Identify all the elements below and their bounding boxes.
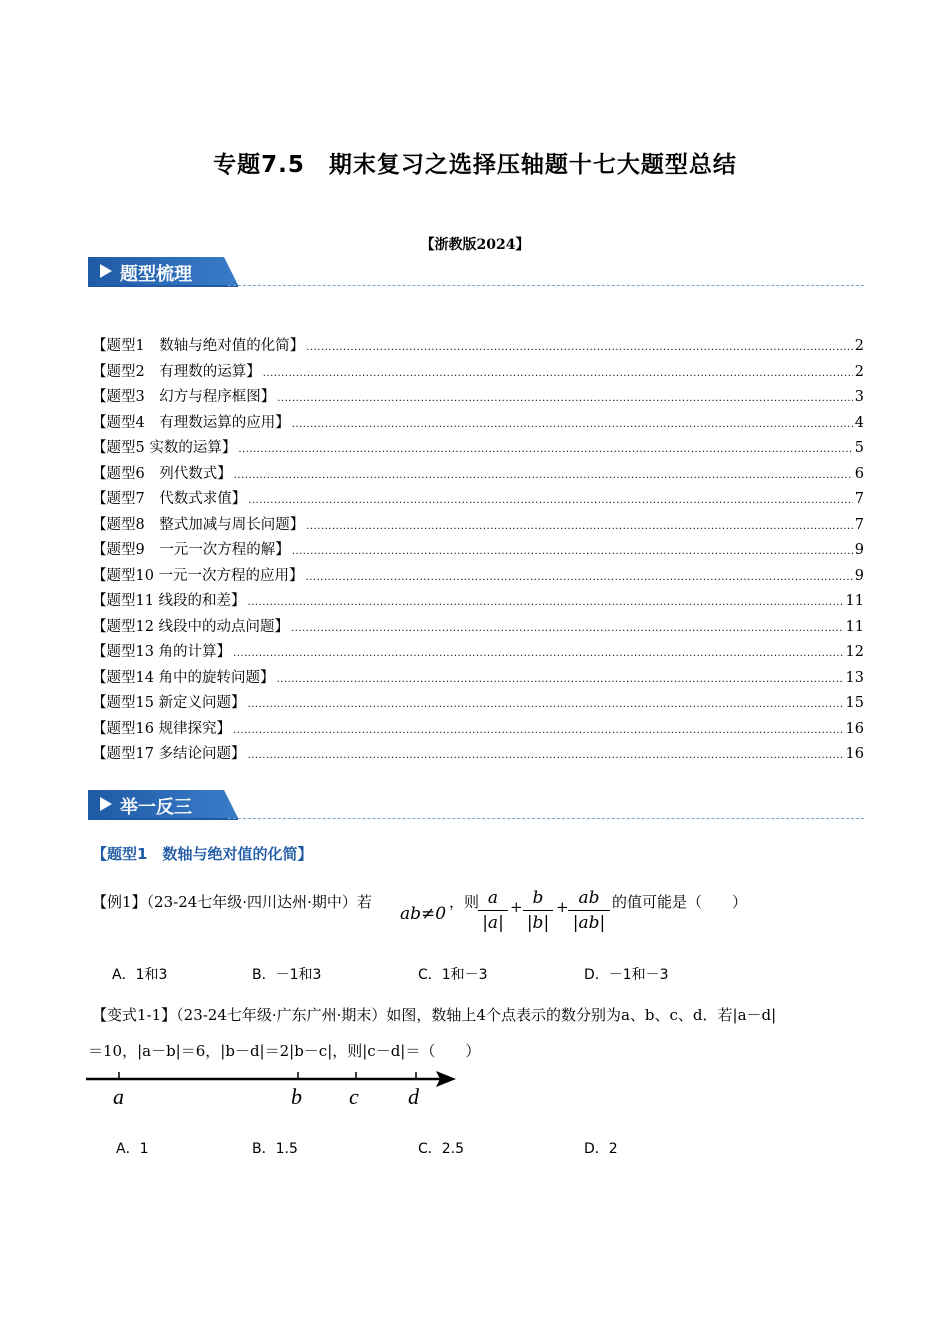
variant1-option-a: A．1: [116, 1141, 149, 1157]
fraction-bar: [478, 910, 508, 911]
toc-leader-dots: [292, 419, 853, 430]
variant1-option-c: C．2.5: [418, 1141, 465, 1157]
toc-entry[interactable]: [92, 334, 864, 360]
fraction-a: [478, 888, 508, 933]
example1-option-d: D．－1和－3: [584, 967, 669, 983]
toc-entry-label[interactable]: 【题型14 角中的旋转问题】: [92, 669, 275, 686]
label-c: c: [349, 1084, 359, 1109]
fraction-numerator: b: [532, 888, 544, 908]
toc-entry[interactable]: [92, 385, 864, 411]
variant1-option-d: D．2: [584, 1141, 618, 1157]
toc-entry-label[interactable]: 【题型4 有理数运算的应用】: [92, 414, 290, 431]
toc-entry-label[interactable]: 【题型8 整式加减与周长问题】: [92, 516, 305, 533]
toc-entry[interactable]: [92, 513, 864, 539]
toc-entry[interactable]: [92, 742, 864, 768]
toc-entry-label[interactable]: 【题型7 代数式求值】: [92, 491, 247, 507]
variant1-line1: 【变式1-1】（23-24七年级·广东广州·期末）如图，数轴上4个点表示的数分别为a、b、c、d．若|a－d|: [92, 1006, 777, 1024]
toc-entry-label[interactable]: 【题型10 一元一次方程的应用】: [92, 567, 304, 584]
toc-entry-label[interactable]: 【题型17 多结论问题】: [92, 746, 246, 762]
banner-label: 题型梳理: [120, 264, 192, 285]
toc-entry-page[interactable]: 13: [845, 669, 864, 686]
toc-leader-dots: [234, 470, 853, 481]
table-of-contents: [92, 334, 864, 768]
toc-entry[interactable]: [92, 640, 864, 666]
toc-leader-dots: [233, 648, 843, 659]
banner-underline: [88, 285, 238, 287]
example1-suffix: 的值可能是（ ）: [612, 893, 748, 911]
label-b: b: [291, 1084, 302, 1109]
toc-entry[interactable]: [92, 436, 864, 462]
edition-label: 【浙教版2024】: [420, 237, 530, 253]
toc-entry[interactable]: [92, 487, 864, 513]
toc-entry-page[interactable]: 6: [854, 465, 864, 482]
toc-entry-label[interactable]: 【题型5 实数的运算】: [92, 440, 237, 456]
toc-entry-page[interactable]: 9: [854, 542, 864, 558]
toc-entry-page[interactable]: 11: [845, 618, 864, 635]
toc-leader-dots: [248, 750, 844, 761]
fraction-numerator: ab: [578, 888, 600, 908]
toc-entry-page[interactable]: 3: [854, 389, 864, 405]
toc-entry-label[interactable]: 【题型16 规律探究】: [92, 720, 232, 737]
fraction-numerator: a: [487, 888, 499, 908]
toc-entry[interactable]: [92, 564, 864, 590]
banner-dashed-rule: [228, 285, 864, 286]
fraction-bar: [568, 910, 610, 911]
toc-leader-dots: [233, 725, 843, 736]
toc-entry-page[interactable]: 11: [845, 593, 864, 609]
banner-underline: [88, 818, 238, 820]
toc-entry-page[interactable]: 16: [845, 746, 864, 762]
example1-option-c: C．1和－3: [418, 967, 488, 983]
toc-leader-dots: [238, 444, 852, 455]
toc-leader-dots: [306, 572, 853, 583]
toc-entry-page[interactable]: 12: [845, 644, 864, 660]
toc-leader-dots: [306, 521, 853, 532]
toc-leader-dots: [248, 597, 844, 608]
toc-entry[interactable]: [92, 360, 864, 386]
toc-leader-dots: [263, 368, 853, 379]
example1-prefix: 【例1】（23-24七年级·四川达州·期中）若: [92, 893, 372, 911]
toc-entry-page[interactable]: 16: [845, 720, 864, 737]
fraction-ab: [568, 888, 610, 933]
toc-entry-page[interactable]: 2: [854, 338, 864, 354]
toc-entry[interactable]: [92, 717, 864, 743]
toc-leader-dots: [292, 546, 853, 557]
toc-entry[interactable]: [92, 666, 864, 692]
toc-leader-dots: [277, 393, 853, 404]
example1-then: ，则: [449, 893, 480, 911]
toc-entry-label[interactable]: 【题型15 新定义问题】: [92, 695, 246, 711]
toc-entry[interactable]: [92, 411, 864, 437]
plus-sign: +: [510, 898, 523, 916]
type1-heading: 【题型1 数轴与绝对值的化简】: [92, 845, 313, 863]
play-icon: [100, 797, 112, 811]
toc-entry-label[interactable]: 【题型6 列代数式】: [92, 465, 232, 482]
toc-leader-dots: [248, 495, 853, 506]
toc-entry-page[interactable]: 9: [854, 567, 864, 584]
toc-entry-label[interactable]: 【题型11 线段的和差】: [92, 593, 246, 609]
examples-banner: [88, 790, 864, 820]
example1-option-a: A．1和3: [112, 967, 168, 983]
toc-entry-label[interactable]: 【题型12 线段中的动点问题】: [92, 618, 290, 635]
label-a: a: [113, 1084, 124, 1109]
toc-leader-dots: [291, 623, 843, 634]
toc-entry-page[interactable]: 15: [845, 695, 864, 711]
toc-entry[interactable]: [92, 615, 864, 641]
plus-sign: +: [556, 898, 569, 916]
toc-entry-label[interactable]: 【题型1 数轴与绝对值的化简】: [92, 338, 305, 354]
toc-entry-label[interactable]: 【题型2 有理数的运算】: [92, 363, 261, 380]
toc-leader-dots: [306, 342, 853, 353]
toc-entry-page[interactable]: 4: [854, 414, 864, 431]
fraction-bar: [523, 910, 553, 911]
toc-entry-page[interactable]: 2: [854, 363, 864, 380]
fraction-denominator: |a|: [482, 913, 504, 933]
document-title: 专题7.5 期末复习之选择压轴题十七大题型总结: [213, 152, 737, 178]
toc-entry-label[interactable]: 【题型13 角的计算】: [92, 644, 232, 660]
toc-entry-label[interactable]: 【题型9 一元一次方程的解】: [92, 542, 290, 558]
toc-entry-page[interactable]: 7: [854, 516, 864, 533]
example1-option-b: B．－1和3: [252, 967, 322, 983]
toc-entry[interactable]: [92, 462, 864, 488]
toc-leader-dots: [277, 674, 844, 685]
toc-entry-label[interactable]: 【题型3 幻方与程序框图】: [92, 389, 276, 405]
variant1-option-b: B．1.5: [252, 1141, 298, 1157]
toc-entry[interactable]: [92, 589, 864, 615]
play-icon: [100, 264, 112, 278]
toc-entry[interactable]: [92, 538, 864, 564]
banner-label: 举一反三: [120, 797, 192, 818]
number-line-figure: [80, 1066, 470, 1116]
fraction-denominator: |ab|: [572, 913, 606, 933]
toc-banner: [88, 257, 864, 287]
toc-entry-page[interactable]: 7: [854, 491, 864, 507]
toc-leader-dots: [248, 699, 844, 710]
fraction-denominator: |b|: [526, 913, 550, 933]
fraction-b: [523, 888, 553, 933]
variant1-line2: ＝10，|a－b|＝6，|b－d|＝2|b－c|，则|c－d|＝（ ）: [88, 1042, 481, 1060]
label-d: d: [408, 1084, 419, 1109]
example1-condition: ab≠0: [400, 904, 447, 924]
toc-entry-page[interactable]: 5: [854, 440, 864, 456]
banner-dashed-rule: [228, 818, 864, 819]
toc-entry[interactable]: [92, 691, 864, 717]
